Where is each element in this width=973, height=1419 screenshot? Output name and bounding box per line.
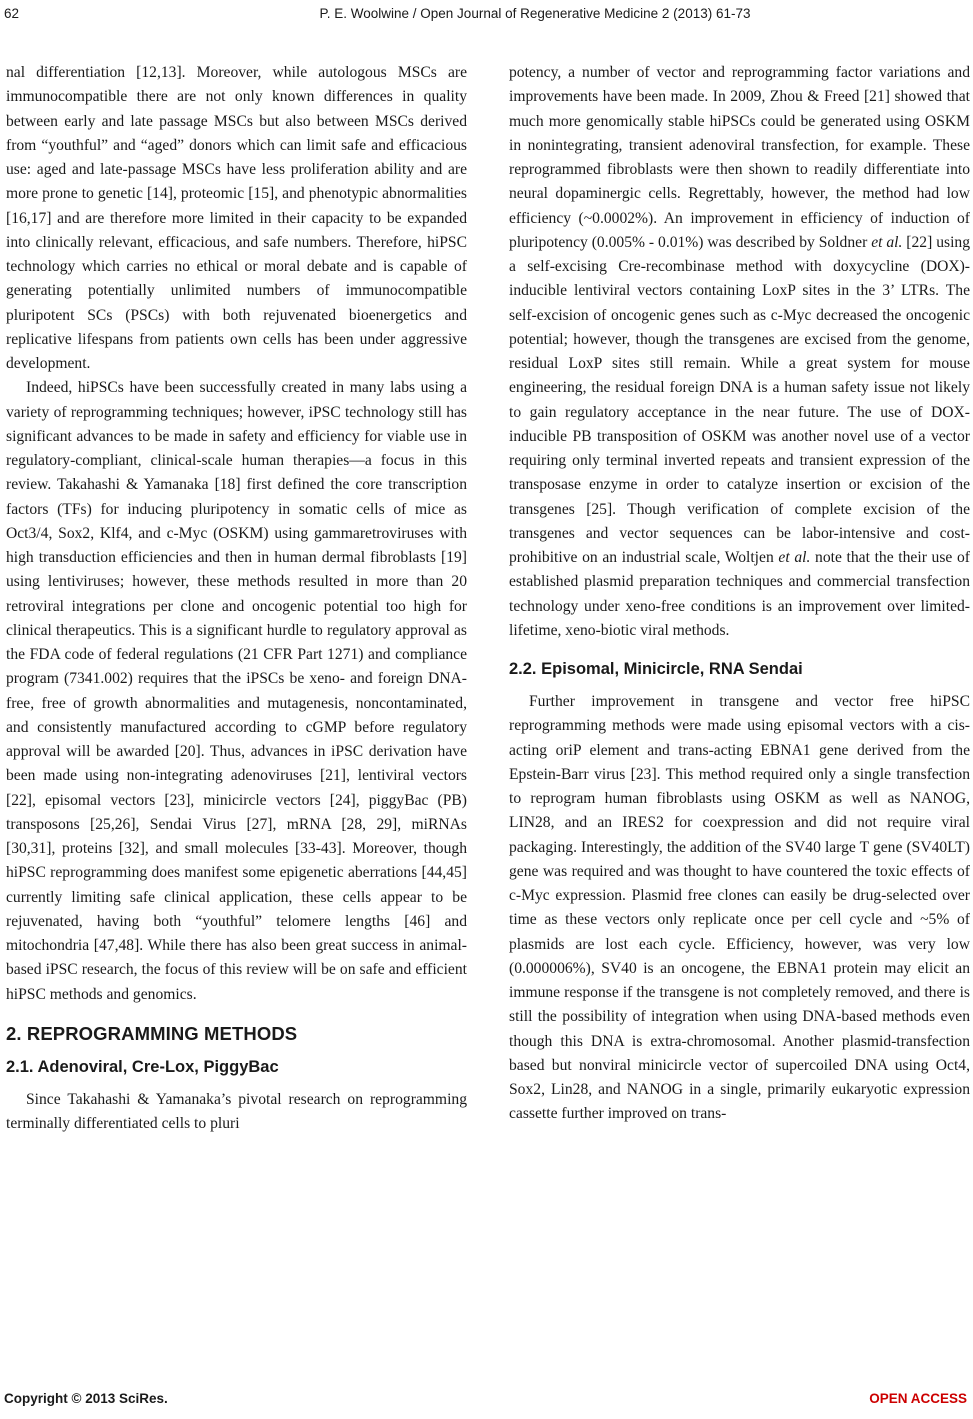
copyright-footer: Copyright © 2013 SciRes. [4,1391,168,1406]
page-number: 62 [4,6,20,21]
left-paragraph-3: Since Takahashi & Yamanaka’s pivotal research on reprogramming terminally differentiated cells to pluri [6,1090,467,1132]
right-paragraph-2: Further improvement in transgene and vector free hiPSC reprogramming methods were made using episomal vectors with a cis-acting oriP element and trans-acting EBNA1 gene derived from the Epstein-Barr virus [23]. This method required only a single transfection to reprogram human fibroblasts using OSKM as well as NANOG, LIN28, and an IRES2 for coexpression and did not require viral packaging. Interestingly, the addition of the SV40 large T gene (SV40LT) gene was required and was thought to have countered the toxic effects of c-Myc expression. Plasmid free clones can easily be drug-selected over time as these vectors only replicate once per cell cycle and ~5% of plasmids are lost each cycle. Efficiency, however, was very low (0.000006%), SV40 is an oncogene, the EBNA1 protein may elicit an immune response if the transgene is not completely removed, and there is still the possibility of integration when using DNA-based methods even though this DNA is extra-chromosomal. Another plasmid-transfection based but nonviral minicircle vector of supercoiled DNA using Oct4, Sox2, Lin28, and NANOG in a single, primarily eukaryotic expression cassette further improved on trans- [509,693,970,1123]
left-paragraph-1: nal differentiation [12,13]. Moreover, while autologous MSCs are immunocompatible there are not only known differences in quality between early and late passage MSCs but also between MSCs derived from “youthful” and “aged” donors which can limit safe and efficacious use: aged and late-passage MSCs have less proliferation ability and are more prone to genetic [14], proteomic [15], and phenotypic abnormalities [16,17] and are therefore more limited in their capacity to be expanded into clinically relevant, efficacious, and safe numbers. Therefore, hiPSC technology which carries no ethical or moral debate and is capable of generating potentially unlimited numbers of immunocompatible pluripotent SCs (PSCs) with both rejuvenated bioenergetics and replicative lifespans from patients own cells has been under aggressive development. [6,64,467,372]
right-paragraph-1-part-a: potency, a number of vector and reprogramming factor variations and improvements have been made. In 2009, Zhou & Freed [21] showed that much more genomically stable hiPSCs could be generated using OSKM in nonintegrating, transient adenoviral transfection, for example. These reprogrammed fibroblasts were then shown to readily differentiate into neural dopaminergic cells. Regrettably, however, the method had low efficiency (~0.0002%). An improvement in efficiency of induction of pluripotency (0.005% - 0.01%) was described by Soldner [509,64,970,251]
right-paragraph-1-part-b: [22] using a self-excising Cre-recombinase method with doxycycline (DOX)-inducible lentiviral vectors containing LoxP sites in the 3’ LTRs. The self-excision of oncogenic genes such as c-Myc decreased the oncogenic potential; however, though the transgenes are excised from the genome, residual LoxP sites still remain. While a great system for mouse engineering, the residual foreign DNA is a human safety issue not likely to gain regulatory acceptance in the near future. The use of DOX-inducible PB transposition of OSKM was another novel use of a vector requiring only terminal inverted repeats and transient expression of the transposase enzyme in order to catalyze insertion or excision of the transgenes [25]. Though verification of complete excision of the transgenes and vector sequences can be labor-intensive and cost-prohibitive on an industrial scale, Woltjen [509,233,970,566]
et-al-italic-2: et al. [778,549,811,566]
et-al-italic-1: et al. [871,233,903,251]
left-column [6,61,467,1136]
subsection-heading-2-2: 2.2. Episomal, Minicircle, RNA Sendai [509,660,803,678]
open-access-footer: OPEN ACCESS [869,1391,967,1406]
running-head: P. E. Woolwine / Open Journal of Regenerative Medicine 2 (2013) 61-73 [319,6,751,21]
right-paragraph-1-part-c: note that the their use of established plasmid preparation techniques and commercial transfection technology under xeno-free conditions is an improvement over limited-lifetime, xeno-biotic viral methods. [509,549,970,639]
right-paragraph-1 [509,61,970,643]
right-column [509,61,970,1127]
left-paragraph-2: Indeed, hiPSCs have been successfully created in many labs using a variety of reprogramming techniques; however, iPSC technology still has significant advances to be made in safety and efficiency for viable use in regulatory-compliant, clinical-scale human therapies—a focus in this review. Takahashi & Yamanaka [18] first defined the core transcription factors (TFs) for inducing pluripotency in somatic cells of mice as Oct3/4, Sox2, Klf4, and c-Myc (OSKM) using gammaretroviruses with high transduction efficiencies and then in human dermal fibroblasts [19] using lentiviruses; however, these methods resulted in more than 20 retroviral integrations per clone and oncogenic potential too high for clinical therapeutics. This is a significant hurdle to regulatory approval as the FDA code of federal regulations (21 CFR Part 1271) and compliance program (7341.002) requires that the iPSCs be xeno- and foreign DNA-free, free of growth abnormalities and mutagenesis, noncontaminated, and consistently manufactured according to cGMP before regulatory approval will be awarded [20]. Thus, advances in iPSC derivation have been made using non-integrating adenoviruses [21], lentiviral vectors [22], episomal vectors [23], minicircle vectors [24], piggyBac (PB) transposons [25,26], Sendai Virus [27], mRNA [28, 29], miRNAs [30,31], proteins [32], and small molecules [33-43]. Moreover, though hiPSC reprogramming does manifest some epigenetic aberrations [44,45] currently limiting safe clinical application, these cells appear to be rejuvenated, having both “youthful” telomere lengths [46] and mitochondria [47,48]. While there has also been great success in animal-based iPSC research, the focus of this review will be on safe and efficient hiPSC methods and genomics. [6,379,467,1003]
subsection-heading-2-1: 2.1. Adenoviral, Cre-Lox, PiggyBac [6,1057,279,1076]
section-heading: 2. REPROGRAMMING METHODS [6,1022,298,1044]
